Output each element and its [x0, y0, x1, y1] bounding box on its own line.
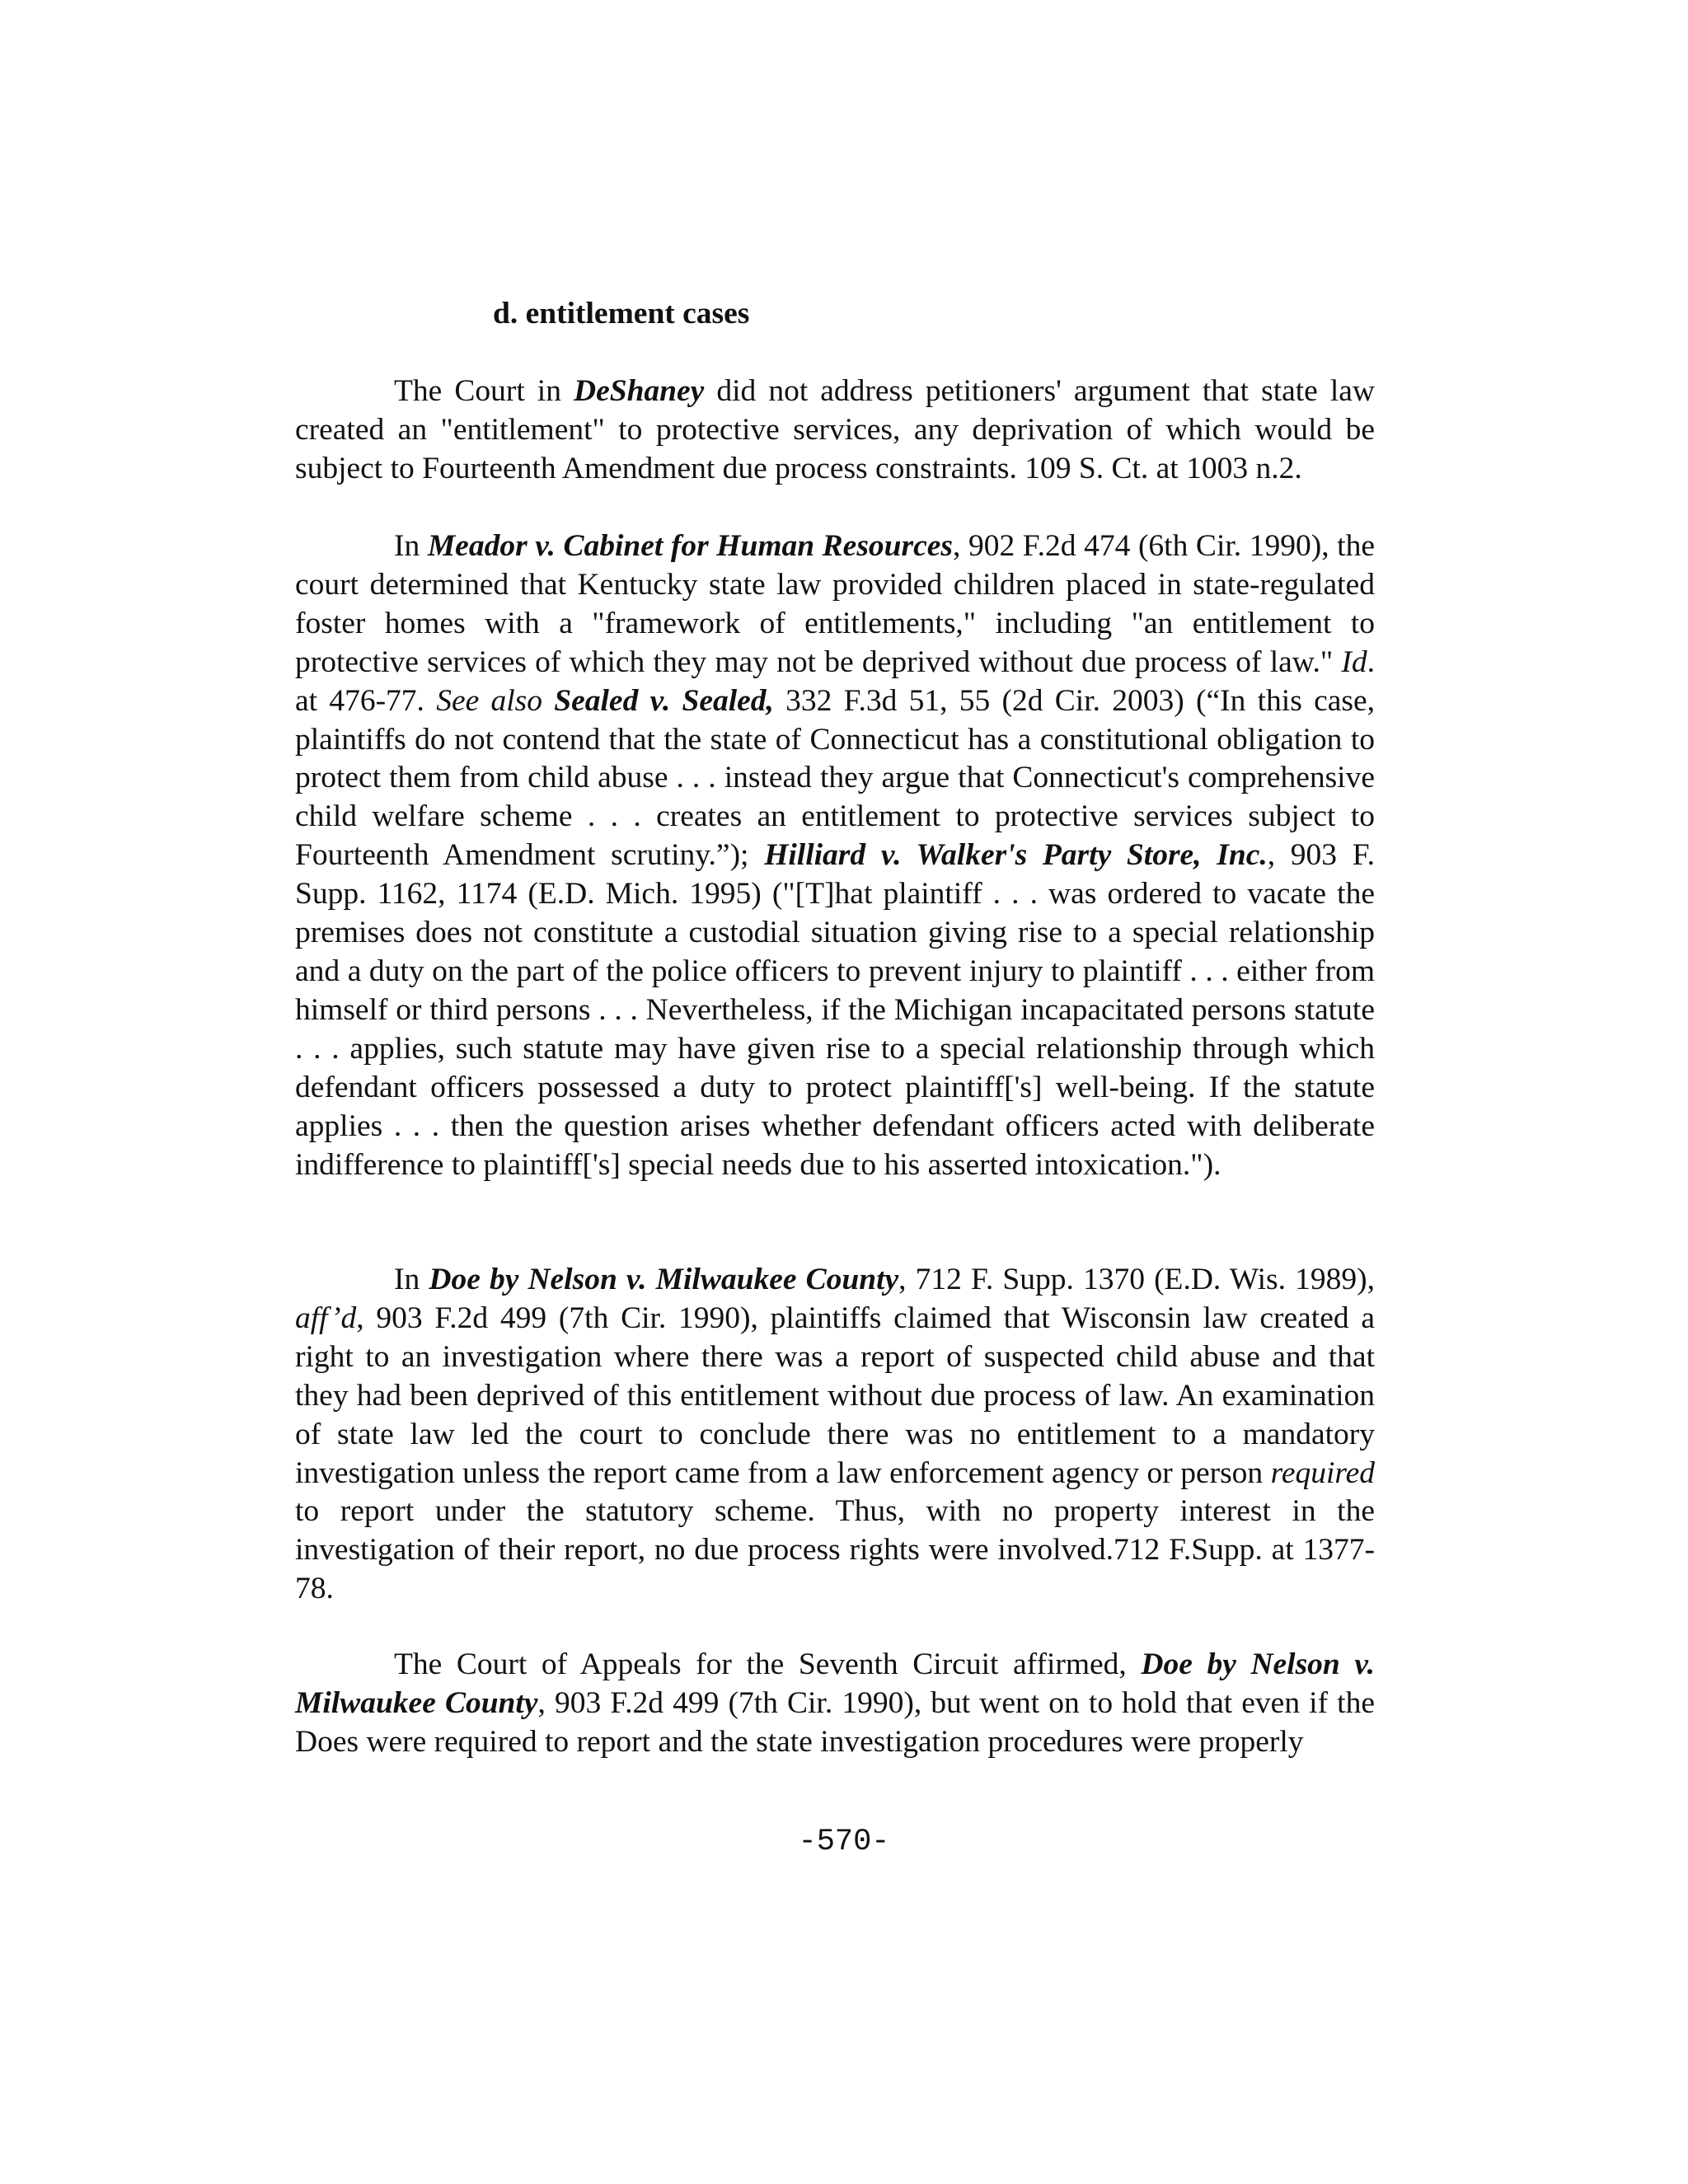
case-name-sealed: Sealed v. Sealed,: [554, 683, 774, 718]
text-run: The Court of Appeals for the Seventh Circuit affirmed,: [394, 1647, 1142, 1681]
paragraph-text: [295, 1261, 1375, 1609]
case-name-meador: Meador v. Cabinet for Human Resources: [427, 529, 954, 563]
citation-affd: aff’d: [295, 1301, 357, 1335]
text-run: , 903 F.2d 499 (7th Cir. 1990), but went on to hold that even if the Does were required to report and the state investigation procedures were properly: [295, 1685, 1375, 1759]
text-run: [542, 684, 554, 718]
paragraph-text: [295, 527, 1375, 1184]
case-name-doe: Doe by Nelson v. Milwaukee County: [429, 1263, 899, 1296]
text-run: The Court in: [394, 374, 574, 408]
paragraph-meador: [295, 527, 1375, 1184]
page-number: -570-: [798, 1825, 890, 1859]
text-run: did not address petitioners' argument that state law created an "entitlement" to protective services, any deprivation of which would be subject to Fourteenth Amendment due process constraints. 109 S. Ct. at 1003 n.2.: [295, 374, 1376, 485]
case-name-hilliard: Hilliard v. Walker's Party Store, Inc.: [764, 838, 1268, 873]
paragraph-doe-district: [295, 1261, 1375, 1609]
text-run: 332 F.3d 51, 55 (2d Cir. 2003) (“In this case, plaintiffs do not contend that the state of Connecticut has a constitutional obligation to protect them from child abuse . . . instead they argue that Connecticut's comprehensive child welfare scheme . . . creates an entitlement to protective services subject to Fourteenth Amendment scrutiny.”);: [295, 683, 1375, 873]
text-run: , 903 F. Supp. 1162, 1174 (E.D. Mich. 1995) ("[T]hat plaintiff . . . was ordered to vacate the premises does not constitute a custodial situation giving rise to a special relationship and a duty on the part of the police officers to prevent injury to plaintiff . . . either from himself or third persons . . . Nevertheless, if the Michigan incapacitated persons statute . . . applies, such statute may have given rise to a special relationship through which defendant officers possessed a duty to protect plaintiff['s] well-being. If the statute applies . . . then the question arises whether defendant officers acted with deliberate indifference to plaintiff['s] special needs due to his asserted intoxication.").: [295, 838, 1375, 1182]
text-run: In: [394, 529, 428, 563]
case-name-deshaney: DeShaney: [574, 374, 705, 408]
text-run: , 712 F. Supp. 1370 (E.D. Wis. 1989),: [898, 1263, 1375, 1296]
section-heading: d. entitlement cases: [493, 297, 750, 330]
paragraph-deshaney: [295, 373, 1375, 489]
text-run: , 903 F.2d 499 (7th Cir. 1990), plaintiffs claimed that Wisconsin law created a right to an investigation where there was a report of suspected child abuse and that they had been deprived of this entitlement without due process of law. An examination of state law led the court to conclude there was no entitlement to a mandatory investigation unless the report came from a law enforcement agency or person: [295, 1301, 1375, 1490]
text-run: In: [394, 1263, 429, 1296]
text-run: to report under the statutory scheme. Thus, with no property interest in the investigation of their report, no due process rights were involved.712 F.Supp. at 1377-78.: [295, 1494, 1375, 1606]
text-run: , 902 F.2d 474 (6th Cir. 1990), the court determined that Kentucky state law provided children placed in state-regulated foster homes with a "framework of entitlements," including "an entitlement to protective services of which they may not be deprived without due process of law.": [295, 529, 1375, 679]
citation-id: Id: [1341, 644, 1367, 679]
case-name-doe: Doe by Nelson v. Milwaukee County: [295, 1647, 1376, 1720]
emphasis-required: required: [1270, 1455, 1375, 1490]
paragraph-text: [295, 373, 1375, 489]
text-run: . at 476-77.: [295, 644, 1375, 718]
paragraph-doe-appeals: [295, 1646, 1375, 1762]
paragraph-text: [295, 1646, 1375, 1762]
signal-see-also: See also: [436, 683, 542, 718]
